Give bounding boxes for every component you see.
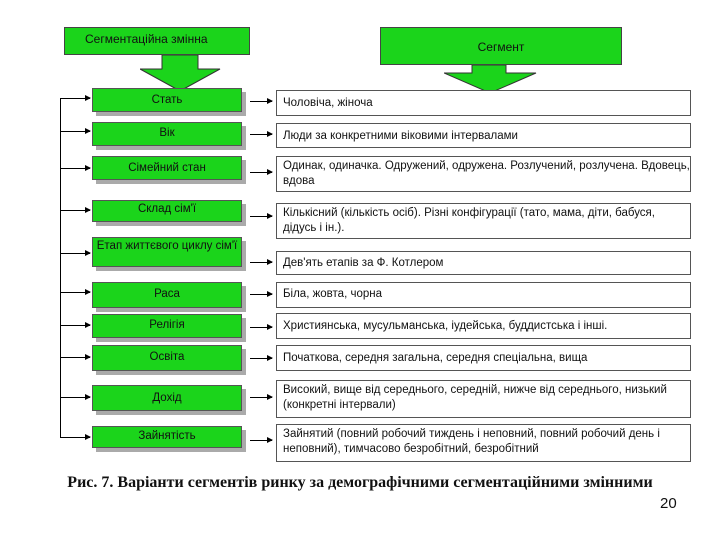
connector-arrow (60, 437, 90, 438)
connector-arrow (60, 168, 90, 169)
segment-arrow (250, 294, 272, 295)
segment-arrow (250, 101, 272, 102)
variable-box: Етап життєвого циклу сім'ї (92, 237, 242, 267)
segment-box: Одинак, одиначка. Одружений, одружена. Розлучений, розлучена. Вдовець, вдова (276, 156, 691, 192)
segment-box: Християнська, мусульманська, іудейська, буддистська і інші. (276, 313, 691, 339)
segment-arrow (250, 327, 272, 328)
page-number: 20 (660, 495, 677, 512)
segment-box: Високий, вище від середнього, середній, нижче від середнього, низький (конкретні інтервали) (276, 380, 691, 418)
connector-arrow (60, 98, 90, 99)
segment-arrow (250, 262, 272, 263)
connector-arrow (60, 131, 90, 132)
segment-arrow (250, 134, 272, 135)
segment-arrow (250, 216, 272, 217)
segment-box: Дев'ять етапів за Ф. Котлером (276, 251, 691, 275)
variable-box: Дохід (92, 385, 242, 411)
left-connector-line (60, 98, 61, 437)
variable-box: Освіта (92, 345, 242, 371)
variable-box: Склад сім'ї (92, 200, 242, 222)
variable-box: Сімейний стан (92, 156, 242, 180)
segmentation-variable-header: Сегментаційна змінна (64, 27, 250, 55)
variable-box: Раса (92, 282, 242, 308)
segment-box: Початкова, середня загальна, середня спеціальна, вища (276, 345, 691, 371)
connector-arrow (60, 292, 90, 293)
variable-box: Вік (92, 122, 242, 146)
variable-box: Стать (92, 88, 242, 112)
segment-box: Чоловіча, жіноча (276, 90, 691, 116)
segment-box: Кількісний (кількість осіб). Різні конфігурації (тато, мама, діти, бабуся, дідусь і ін.). (276, 203, 691, 239)
segment-box: Зайнятий (повний робочий тиждень і неповний, повний робочий день і неповний), тимчасово безробітний, безробітний (276, 424, 691, 462)
segment-arrow (250, 172, 272, 173)
segment-arrow (250, 397, 272, 398)
connector-arrow (60, 325, 90, 326)
figure-caption: Рис. 7. Варіанти сегментів ринку за демографічними сегментаційними змінними (67, 474, 653, 491)
connector-arrow (60, 253, 90, 254)
connector-arrow (60, 397, 90, 398)
variable-box: Релігія (92, 314, 242, 338)
segment-box: Біла, жовта, чорна (276, 282, 691, 308)
connector-arrow (60, 210, 90, 211)
segment-arrow (250, 358, 272, 359)
segment-box: Люди за конкретними віковими інтервалами (276, 123, 691, 148)
variable-box: Зайнятість (92, 426, 242, 448)
connector-arrow (60, 357, 90, 358)
segment-header: Сегмент (380, 27, 622, 65)
segment-arrow (250, 440, 272, 441)
